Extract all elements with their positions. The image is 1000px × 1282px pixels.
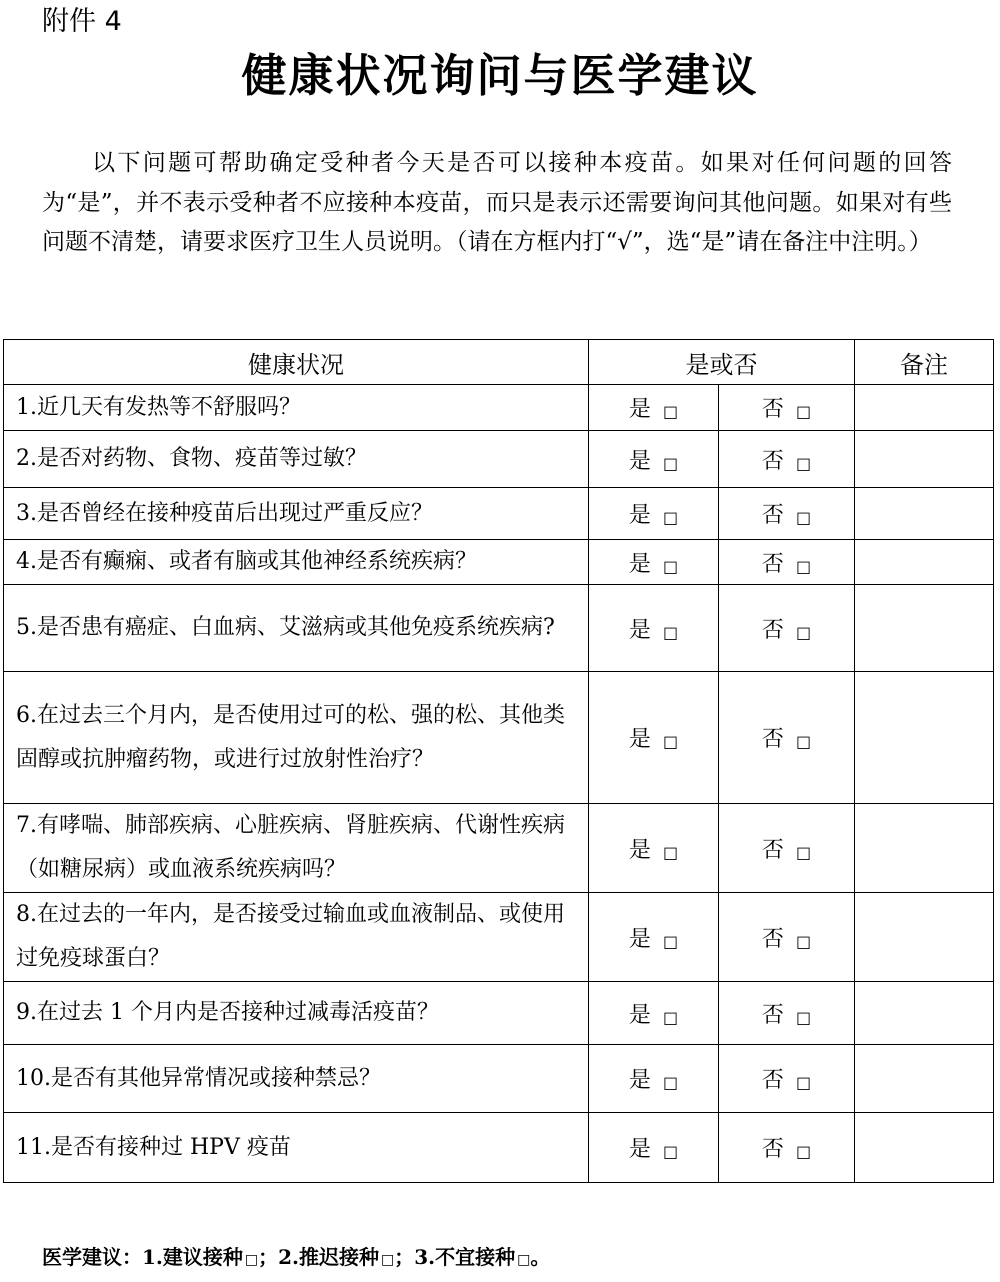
- no-option-cell: [719, 1113, 855, 1183]
- yes-label: 是: [628, 926, 651, 952]
- no-checkbox[interactable]: □: [795, 1007, 812, 1027]
- yes-checkbox[interactable]: □: [662, 1007, 679, 1027]
- yes-checkbox[interactable]: □: [662, 842, 679, 862]
- advice-separator: ；: [258, 1245, 279, 1269]
- yes-checkbox[interactable]: □: [662, 402, 679, 421]
- advice-option-postpone: 2.推迟接种: [278, 1245, 380, 1269]
- advice-end: 。: [530, 1245, 551, 1269]
- yes-option-cell: [589, 385, 719, 431]
- yes-checkbox[interactable]: □: [662, 453, 679, 473]
- remarks-cell[interactable]: [855, 1045, 994, 1113]
- remarks-cell[interactable]: [855, 431, 994, 488]
- advice-checkbox-recommend[interactable]: □: [244, 1252, 259, 1268]
- question-text: 10.是否有其他异常情况或接种禁忌？: [4, 1045, 589, 1113]
- no-option-cell: [719, 488, 855, 540]
- page-title: 健康状况询问与医学建议: [241, 49, 759, 102]
- advice-separator: ；: [394, 1245, 415, 1269]
- no-label: 否: [761, 837, 784, 863]
- question-text: 6.在过去三个月内，是否使用过可的松、强的松、其他类固醇或抗肿瘤药物，或进行过放射性治疗？: [4, 672, 589, 804]
- yes-label: 是: [628, 1068, 651, 1093]
- advice-checkbox-postpone[interactable]: □: [381, 1252, 395, 1268]
- no-label: 否: [761, 1002, 784, 1028]
- yes-option-cell: [589, 1045, 719, 1113]
- table-row: [4, 585, 994, 672]
- question-text: 4.是否有癫痫、或者有脑或其他神经系统疾病？: [4, 540, 589, 585]
- no-checkbox[interactable]: □: [795, 622, 812, 642]
- table-row: [4, 431, 994, 488]
- yes-option-cell: [589, 672, 719, 804]
- yes-label: 是: [628, 1002, 651, 1028]
- question-text: 11.是否有接种过 HPV 疫苗: [4, 1113, 589, 1183]
- yes-checkbox[interactable]: □: [662, 1142, 679, 1161]
- no-option-cell: [719, 982, 855, 1045]
- table-row: [4, 488, 994, 540]
- no-option-cell: [719, 540, 855, 585]
- no-label: 否: [761, 397, 784, 422]
- no-option-cell: [719, 804, 855, 893]
- no-checkbox[interactable]: □: [795, 931, 812, 951]
- no-checkbox[interactable]: □: [795, 556, 812, 576]
- yes-label: 是: [628, 503, 651, 528]
- no-option-cell: [719, 672, 855, 804]
- no-label: 否: [761, 727, 784, 752]
- no-label: 否: [761, 926, 784, 952]
- no-label: 否: [761, 1068, 784, 1093]
- yes-label: 是: [628, 551, 651, 577]
- yes-option-cell: [589, 540, 719, 585]
- no-option-cell: [719, 431, 855, 488]
- remarks-cell[interactable]: [855, 540, 994, 585]
- yes-checkbox[interactable]: □: [662, 508, 679, 527]
- health-questionnaire-table: [3, 339, 994, 1183]
- yes-checkbox[interactable]: □: [662, 556, 679, 576]
- intro-paragraph: 以下问题可帮助确定受种者今天是否可以接种本疫苗。如果对任何问题的回答为“是”，并不表示受种者不应接种本疫苗，而只是表示还需要询问其他问题。如果对有些问题不清楚，请要求医疗卫生人员说明。（请在方框内打“√”，选“是”请在备注中注明。）: [42, 150, 952, 255]
- remarks-cell[interactable]: [855, 1113, 994, 1183]
- medical-advice: [42, 1240, 550, 1277]
- no-label: 否: [761, 448, 784, 474]
- yes-option-cell: [589, 1113, 719, 1183]
- remarks-cell[interactable]: [855, 488, 994, 540]
- no-option-cell: [719, 1045, 855, 1113]
- question-text: 7.有哮喘、肺部疾病、心脏疾病、肾脏疾病、代谢性疾病（如糖尿病）或血液系统疾病吗？: [4, 804, 589, 893]
- table-row: [4, 893, 994, 982]
- table-row: [4, 982, 994, 1045]
- yes-option-cell: [589, 431, 719, 488]
- no-checkbox[interactable]: □: [795, 453, 812, 473]
- yes-option-cell: [589, 488, 719, 540]
- yes-checkbox[interactable]: □: [662, 732, 679, 751]
- table-row: [4, 385, 994, 431]
- table-body: [4, 385, 994, 1183]
- yes-label: 是: [628, 617, 651, 643]
- question-text: 8.在过去的一年内，是否接受过输血或血液制品、或使用过免疫球蛋白？: [4, 893, 589, 982]
- no-label: 否: [761, 551, 784, 577]
- no-label: 否: [761, 503, 784, 528]
- no-option-cell: [719, 893, 855, 982]
- table-row: [4, 1113, 994, 1183]
- question-text: 1.近几天有发热等不舒服吗？: [4, 385, 589, 431]
- table-row: [4, 804, 994, 893]
- table-row: [4, 540, 994, 585]
- yes-label: 是: [628, 727, 651, 752]
- question-text: 9.在过去 1 个月内是否接种过减毒活疫苗？: [4, 982, 589, 1045]
- no-checkbox[interactable]: □: [795, 842, 812, 862]
- advice-label: 医学建议：: [42, 1245, 142, 1269]
- yes-option-cell: [589, 585, 719, 672]
- header-yes-no: 是或否: [589, 340, 855, 385]
- remarks-cell[interactable]: [855, 585, 994, 672]
- no-checkbox[interactable]: □: [795, 1073, 812, 1092]
- advice-checkbox-not-suitable[interactable]: □: [517, 1252, 531, 1268]
- yes-label: 是: [628, 837, 651, 863]
- remarks-cell[interactable]: [855, 982, 994, 1045]
- no-option-cell: [719, 585, 855, 672]
- table-row: [4, 1045, 994, 1113]
- question-text: 5.是否患有癌症、白血病、艾滋病或其他免疫系统疾病?: [4, 585, 589, 672]
- yes-option-cell: [589, 804, 719, 893]
- yes-checkbox[interactable]: □: [662, 622, 679, 642]
- remarks-cell[interactable]: [855, 893, 994, 982]
- remarks-cell[interactable]: [855, 672, 994, 804]
- header-condition: 健康状况: [4, 340, 589, 385]
- yes-option-cell: [589, 893, 719, 982]
- no-option-cell: [719, 385, 855, 431]
- yes-option-cell: [589, 982, 719, 1045]
- table-header-row: [4, 340, 994, 385]
- no-checkbox[interactable]: □: [795, 508, 812, 527]
- yes-checkbox[interactable]: □: [662, 931, 679, 951]
- remarks-cell[interactable]: [855, 385, 994, 431]
- question-text: 3.是否曾经在接种疫苗后出现过严重反应？: [4, 488, 589, 540]
- advice-option-recommend: 1.建议接种: [142, 1245, 243, 1269]
- header-remarks: 备注: [855, 340, 994, 385]
- attachment-label: 附件 4: [42, 6, 122, 37]
- table-row: [4, 672, 994, 804]
- yes-checkbox[interactable]: □: [662, 1073, 679, 1092]
- yes-label: 是: [628, 397, 651, 422]
- yes-label: 是: [628, 448, 651, 474]
- no-checkbox[interactable]: □: [795, 1142, 812, 1161]
- advice-option-not-suitable: 3.不宜接种: [414, 1245, 516, 1269]
- no-label: 否: [761, 617, 784, 643]
- question-text: 2.是否对药物、食物、疫苗等过敏？: [4, 431, 589, 488]
- yes-label: 是: [628, 1137, 651, 1162]
- no-checkbox[interactable]: □: [795, 732, 812, 751]
- no-checkbox[interactable]: □: [795, 402, 812, 421]
- remarks-cell[interactable]: [855, 804, 994, 893]
- no-label: 否: [761, 1137, 784, 1162]
